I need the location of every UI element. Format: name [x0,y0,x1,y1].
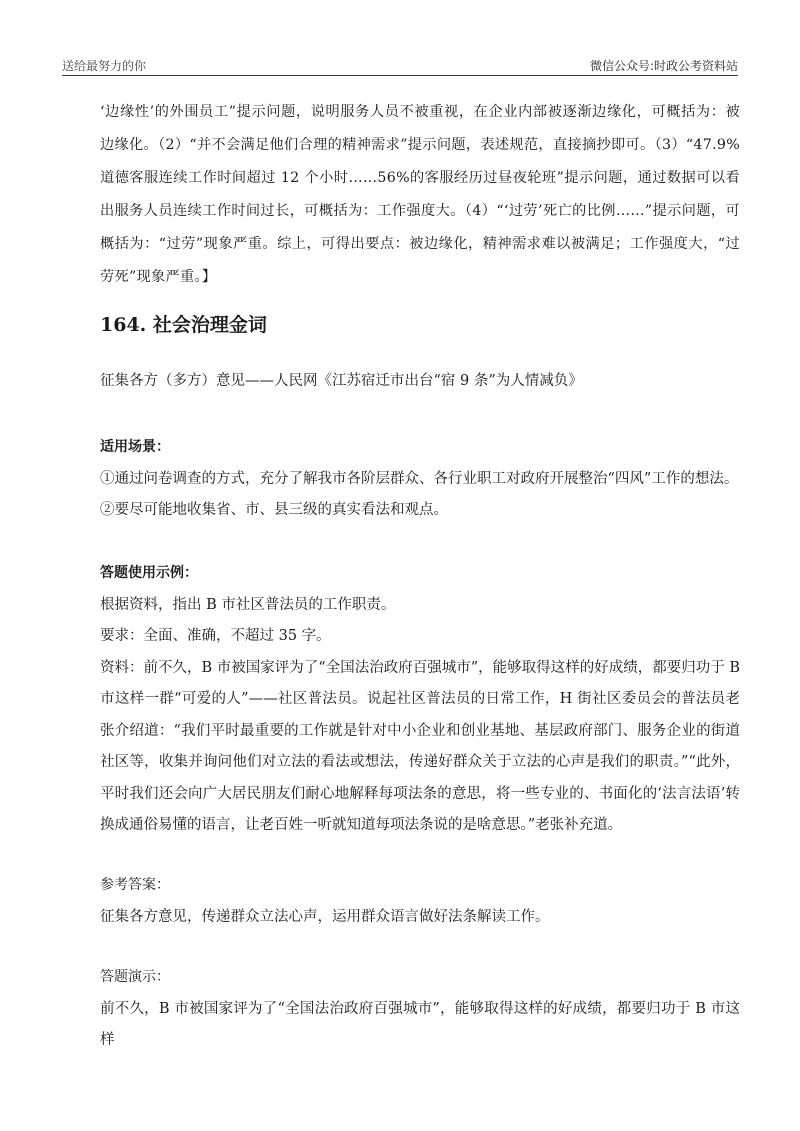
intro-paragraph-block [100,96,740,294]
example-label: 答题使用示例： [100,565,198,581]
scenario-block [100,432,740,527]
example-block [100,558,740,842]
example-material: 资料：前不久，B 市被国家评为了“全国法治政府百强城市”，能够取得这样的好成绩，都要归功于 B 市这样一群“可爱的人”——社区普法员。说起社区普法员的日常工作，H 街社区委员会的普法员老张介绍道：“我们平时最重要的工作就是针对中小企业和创业基地、基层政府部门、服务企业的街道社区等，收集并询问他们对立法的看法或想法，传递好群众关于立法的心声是我们的职责。”“此外，平时我们还会向广大居民朋友们耐心地解释每项法条的意思，将一些专业的、书面化的‘法言法语’转换成通俗易懂的语言，让老百姓一听就知道每项法条说的是啥意思。”老张补充道。 [100,659,740,833]
page-header [62,0,738,76]
header-wechat-account: 微信公众号:时政公考资料站 [589,59,738,73]
reference-answer: 征集各方意见，传递群众立法心声，运用群众语言做好法条解读工作。 [100,908,550,925]
section-subtitle: 征集各方（多方）意见——人民网《江苏宿迁市出台“宿 9 条”为人情减负》 [100,373,583,389]
section-title: 164. 社会治理金词 [100,314,267,336]
example-requirement: 要求：全面、准确，不超过 35 字。 [100,628,331,644]
intro-paragraph: ‘边缘性’的外围员工”提示问题，说明服务人员不被重视，在企业内部被逐渐边缘化，可概括为：被边缘化。（2）“并不会满足他们合理的精神需求”提示问题，表述规范，直接摘抄即可。（3）“47.9%道德客服连续工作时间超过 12 个小时……56%的客服经历过昼夜轮班”提示问题，通过数据可以看出服务人员连续工作时间过长，可概括为：工作强度大。（4）“‘过劳’死亡的比例……”提示问题，可概括为：“过劳”现象严重。综上，可得出要点：被边缘化，精神需求难以被满足；工作强度大，“过劳死”现象严重。】 [100,104,740,285]
demo-label: 答题演示： [100,969,170,985]
example-question: 根据资料，指出 B 市社区普法员的工作职责。 [100,596,396,613]
header-slogan: 送给最努力的你 [62,59,147,73]
reference-label: 参考答案： [100,877,170,893]
scenario-item: ①通过问卷调查的方式，充分了解我市各阶层群众、各行业职工对政府开展整治“四风”工作的想法。 [100,470,739,487]
scenario-item: ②要尽可能地收集省、市、县三级的真实看法和观点。 [100,502,448,518]
scenario-label: 适用场景： [100,439,170,455]
demo-text: 前不久，B 市被国家评为了“全国法治政府百强城市”，能够取得这样的好成绩，都要归功于 B 市这样 [100,1000,740,1048]
demo-block [100,962,740,1057]
reference-block [100,870,740,933]
